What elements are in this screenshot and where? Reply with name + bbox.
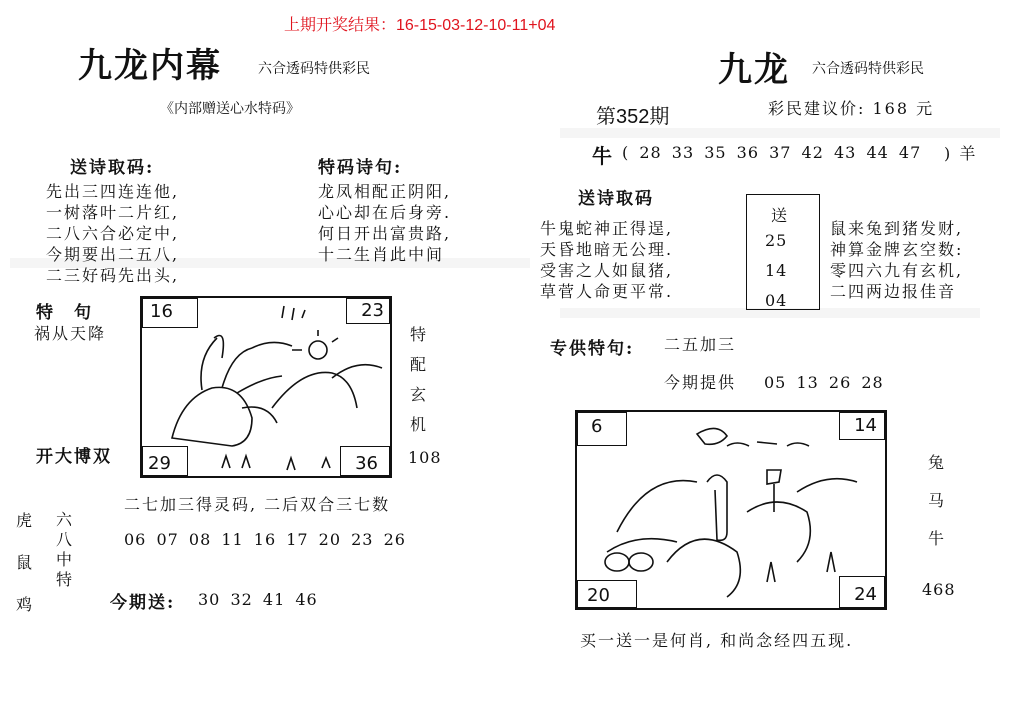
left-title: 九龙内幕 <box>78 46 222 86</box>
right-poem-title: 送诗取码 <box>578 189 654 209</box>
right-line: 神算金牌玄空数: <box>830 240 964 259</box>
corner-number: 36 <box>355 453 378 474</box>
corner-number: 16 <box>150 301 173 322</box>
corner-number: 24 <box>854 584 877 605</box>
side-vertical: 特配玄机 <box>409 325 426 434</box>
poem-line: 草菅人命更平常. <box>540 282 674 301</box>
poem-line: 牛鬼蛇神正得逞, <box>540 219 674 238</box>
special-phrase: 祸从天降 <box>34 324 107 343</box>
left-numbers: 06 07 08 11 16 17 20 23 26 <box>124 530 406 549</box>
gift-line: 《内部赠送心水特码》 <box>160 101 300 117</box>
right-lines <box>830 218 963 302</box>
special-poem <box>318 181 451 265</box>
left-poem-title: 送诗取码: <box>70 158 155 178</box>
send-num: 25 <box>765 231 788 250</box>
right-line: 二四两边报佳音 <box>830 282 957 301</box>
last-result: 上期开奖结果：16-15-03-12-10-11+04 <box>284 17 556 34</box>
right-line: 鼠来兔到猪发财, <box>830 219 964 238</box>
send-numbers: 30 32 41 46 <box>198 590 318 609</box>
poem-line: 一树落叶二片红, <box>46 203 180 222</box>
animal: 兔 <box>928 453 947 472</box>
send-num: 04 <box>765 291 788 310</box>
background-noise <box>560 128 1000 138</box>
num-468: 468 <box>922 580 956 599</box>
poem-line: 先出三四连连他, <box>46 182 180 201</box>
special-line: 何日开出富贵路, <box>318 224 452 243</box>
animals-left <box>16 500 36 626</box>
right-poem <box>540 218 673 302</box>
animal: 牛 <box>928 529 947 548</box>
num-108: 108 <box>408 448 442 467</box>
animal: 鼠 <box>16 553 35 572</box>
provide-label: 今期提供 <box>664 373 737 392</box>
left-poem <box>46 181 179 286</box>
special-line: 龙凤相配正阴阳, <box>318 182 452 201</box>
special-value: 二五加三 <box>664 335 737 354</box>
ox-left: 牛 <box>592 144 614 168</box>
corner-number: 29 <box>148 453 171 474</box>
animals-right <box>928 444 948 558</box>
six-eight: 六八中特 <box>55 510 72 589</box>
corner-number: 14 <box>854 415 877 436</box>
left-illustration-box <box>140 296 392 478</box>
poem-line: 天昏地暗无公理. <box>540 240 674 259</box>
send-num: 14 <box>765 261 788 280</box>
radish-sketch <box>142 298 394 480</box>
corner-number: 6 <box>591 416 603 437</box>
right-line: 零四六九有玄机, <box>830 261 964 280</box>
animal: 马 <box>928 491 947 510</box>
left-subtitle: 六合透码特供彩民 <box>258 61 370 77</box>
provide-numbers: 05 13 26 28 <box>764 373 884 392</box>
poem-line: 受害之人如鼠猪, <box>540 261 674 280</box>
send-box-label: 送 <box>771 206 790 225</box>
corner-number: 23 <box>361 300 384 321</box>
send-box <box>746 194 820 310</box>
poem-line: 二三好码先出头, <box>46 266 180 285</box>
corner-number: 20 <box>587 585 610 606</box>
special-line: 十二生肖此中间 <box>318 245 445 264</box>
right-title: 九龙 <box>718 50 790 90</box>
special-phrase-title: 特 句 <box>36 303 93 323</box>
ox-numbers: ( 28 33 35 36 37 42 43 44 47 <box>622 143 922 162</box>
right-footer: 买一送一是何肖, 和尚念经四五现. <box>580 631 854 650</box>
right-subtitle: 六合透码特供彩民 <box>812 61 924 77</box>
special-line: 心心却在后身旁. <box>318 203 452 222</box>
right-illustration-box <box>575 410 887 610</box>
poem-line: 今期要出二五八, <box>46 245 180 264</box>
eggplant-sketch <box>577 412 889 612</box>
special-label: 专供特句: <box>550 339 635 359</box>
open-big: 开大博双 <box>36 447 112 467</box>
issue-number: 第352期 <box>596 106 670 128</box>
hint-line: 二七加三得灵码, 二后双合三七数 <box>124 495 391 514</box>
send-label: 今期送: <box>110 593 176 613</box>
poem-line: 二八六合必定中, <box>46 224 180 243</box>
animal: 鸡 <box>16 595 35 614</box>
animal: 虎 <box>16 511 35 530</box>
price: 彩民建议价: 168 元 <box>768 99 935 118</box>
ox-close: ) 羊 <box>944 144 978 163</box>
special-poem-title: 特码诗句: <box>318 158 403 178</box>
